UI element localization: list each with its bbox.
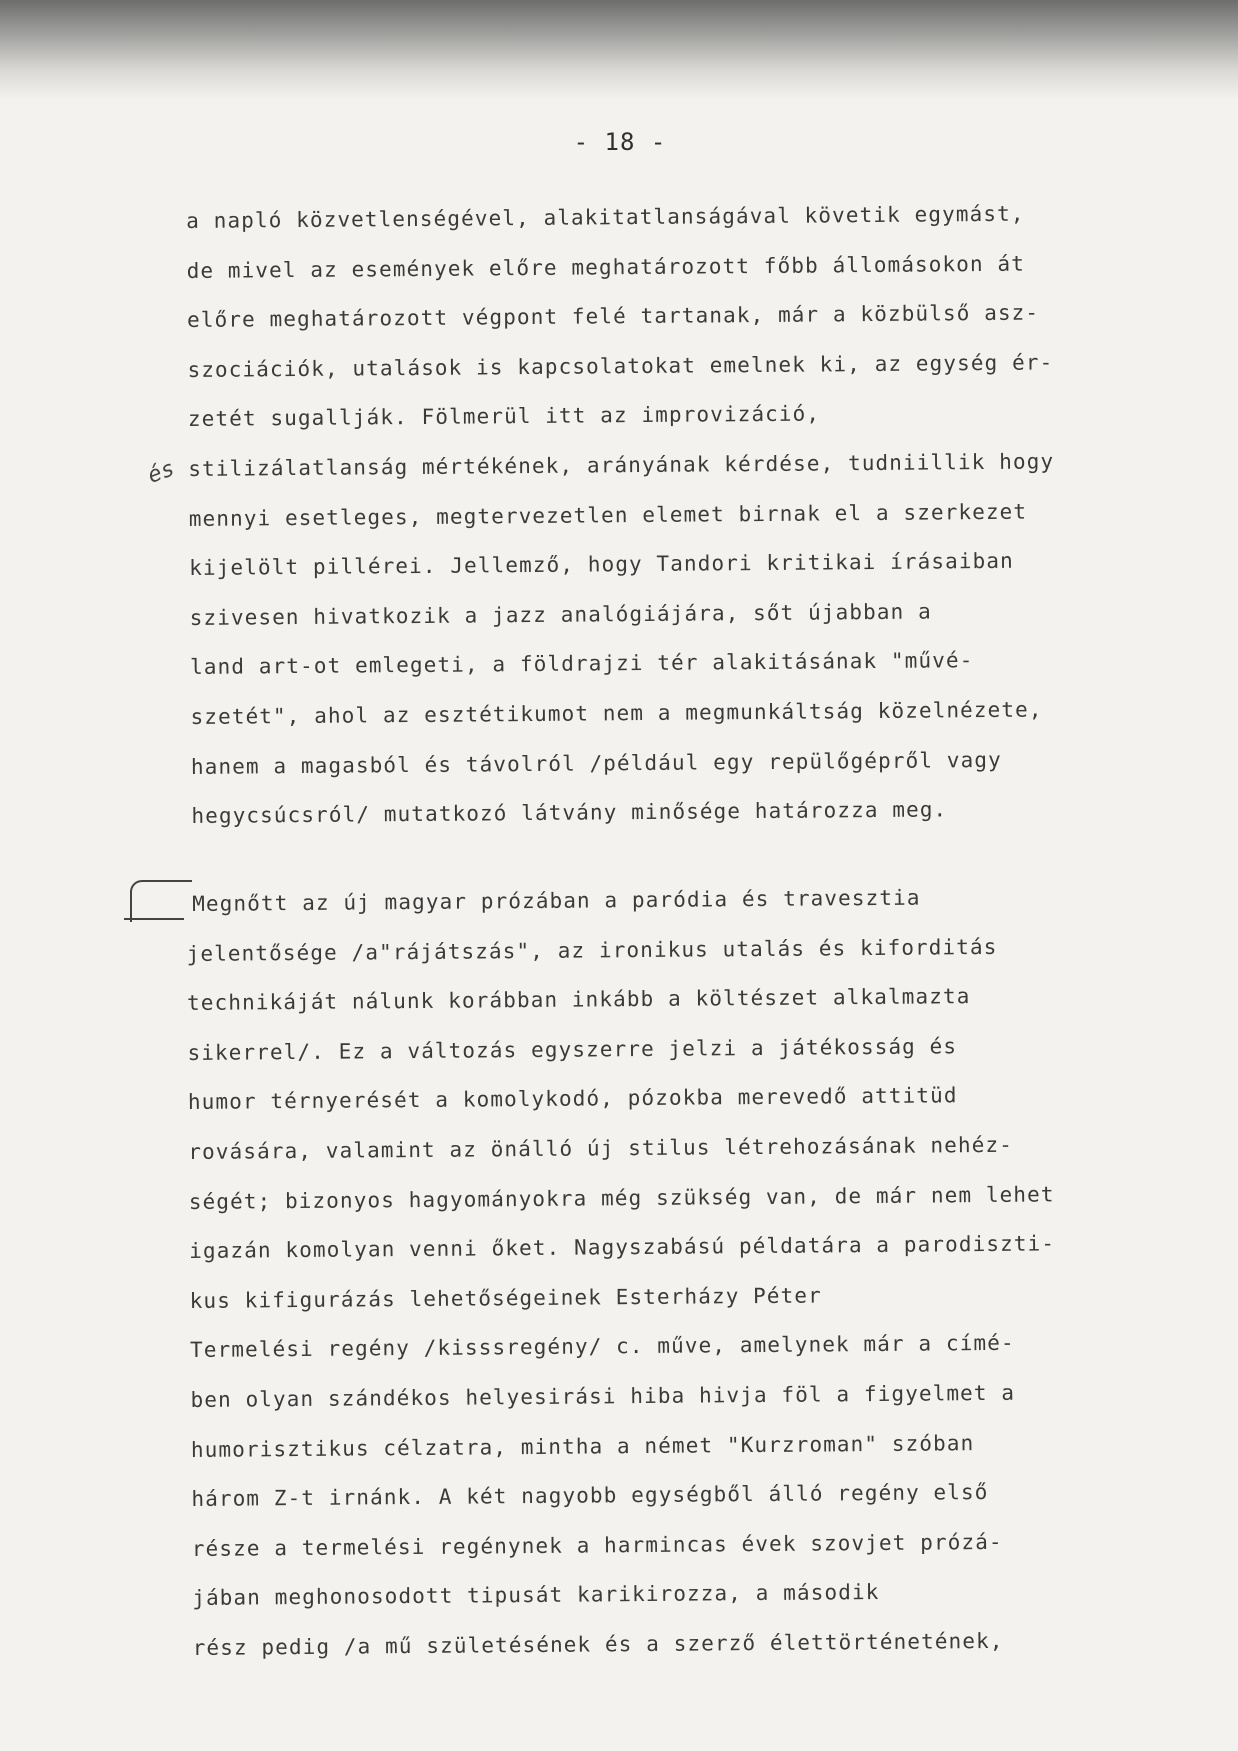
page-number: - 18 - <box>573 128 667 156</box>
text-line: mennyi esetleges, megtervezetlen elemet birnak el a szerkezet <box>188 499 1028 531</box>
text-line: igazán komolyan venni őket. Nagyszabású példatára a parodiszti- <box>189 1231 1056 1264</box>
margin-bracket-mark <box>130 880 192 922</box>
text-line: ben olyan szándékos helyesirási hiba hivja föl a figyelmet a <box>190 1380 1016 1412</box>
text-line: a napló közvetlenségével, alakitatlanságával követik egymást, <box>186 201 1025 233</box>
text-line: kus kifigurázás lehetőségeinek Esterházy Péter <box>189 1283 822 1313</box>
text-line: jelentősége /a"rájátszás", az ironikus utalás és kiforditás <box>186 934 998 966</box>
text-line: Megnőtt az új magyar prózában a paródia és travesztia <box>192 885 921 916</box>
text-line: humorisztikus célzatra, mintha a német "Kurzroman" szóban <box>190 1430 975 1462</box>
text-line: zetét sugallják. Fölmerül itt az improvizáció, <box>187 401 821 432</box>
text-line: rész pedig /a mű születésének és a szerző élettörténetének, <box>192 1628 1004 1660</box>
text-line: humor térnyerését a komolykodó, pózokba merevedő attitüd <box>187 1083 958 1115</box>
text-line: rovására, valamint az önálló új stilus létrehozásának nehéz- <box>188 1132 1014 1164</box>
text-line: stilizálatlanság mértékének, arányának kérdése, tudniillik hogy <box>188 449 1055 481</box>
text-line: hanem a magasból és távolról /például egy repülőgépről vagy <box>190 747 1002 779</box>
text-line: land art-ot emlegeti, a földrajzi tér alakitásának "művé- <box>189 648 974 680</box>
text-line: de mivel az események előre meghatározott főbb állomásokon át <box>186 251 1026 283</box>
text-line: jában meghonosodott tipusát karikirozza, a második <box>192 1580 880 1611</box>
text-line: része a termelési regénynek a harmincas évek szovjet prózá- <box>191 1529 1003 1561</box>
text-line: szetét", ahol az esztétikumot nem a megmunkáltság közelnézete, <box>190 697 1043 729</box>
text-line: hegycsúcsról/ mutatkozó látvány minősége határozza meg. <box>191 797 948 829</box>
paragraph-1 <box>186 189 1132 842</box>
text-line: kijelölt pillérei. Jellemző, hogy Tandori kritikai írásaiban <box>189 548 1014 581</box>
text-line: Termelési regény /kisssregény/ c. műve, amelynek már a címé- <box>189 1331 1015 1363</box>
text-line: előre meghatározott végpont felé tartanak, már a közbülső asz- <box>186 300 1040 333</box>
margin-handwritten-note: és <box>144 456 178 489</box>
text-line: technikáját nálunk korábban inkább a költészet alkalmazta <box>186 984 971 1016</box>
text-line: szivesen hivatkozik a jazz analógiájára, sőt újabban a <box>189 599 932 630</box>
text-line: sikerrel/. Ez a változás egyszerre jelzi a játékosság és <box>187 1034 958 1065</box>
text-line: három Z-t irnánk. A két nagyobb egységből álló regény első <box>191 1480 989 1512</box>
scan-top-shadow <box>0 0 1238 100</box>
text-line: szociációk, utalások is kapcsolatokat emelnek ki, az egység ér- <box>187 350 1054 382</box>
text-line: ségét; bizonyos hagyományokra még szükség van, de már nem lehet <box>188 1181 1055 1214</box>
paragraph-2 <box>186 872 1133 1674</box>
